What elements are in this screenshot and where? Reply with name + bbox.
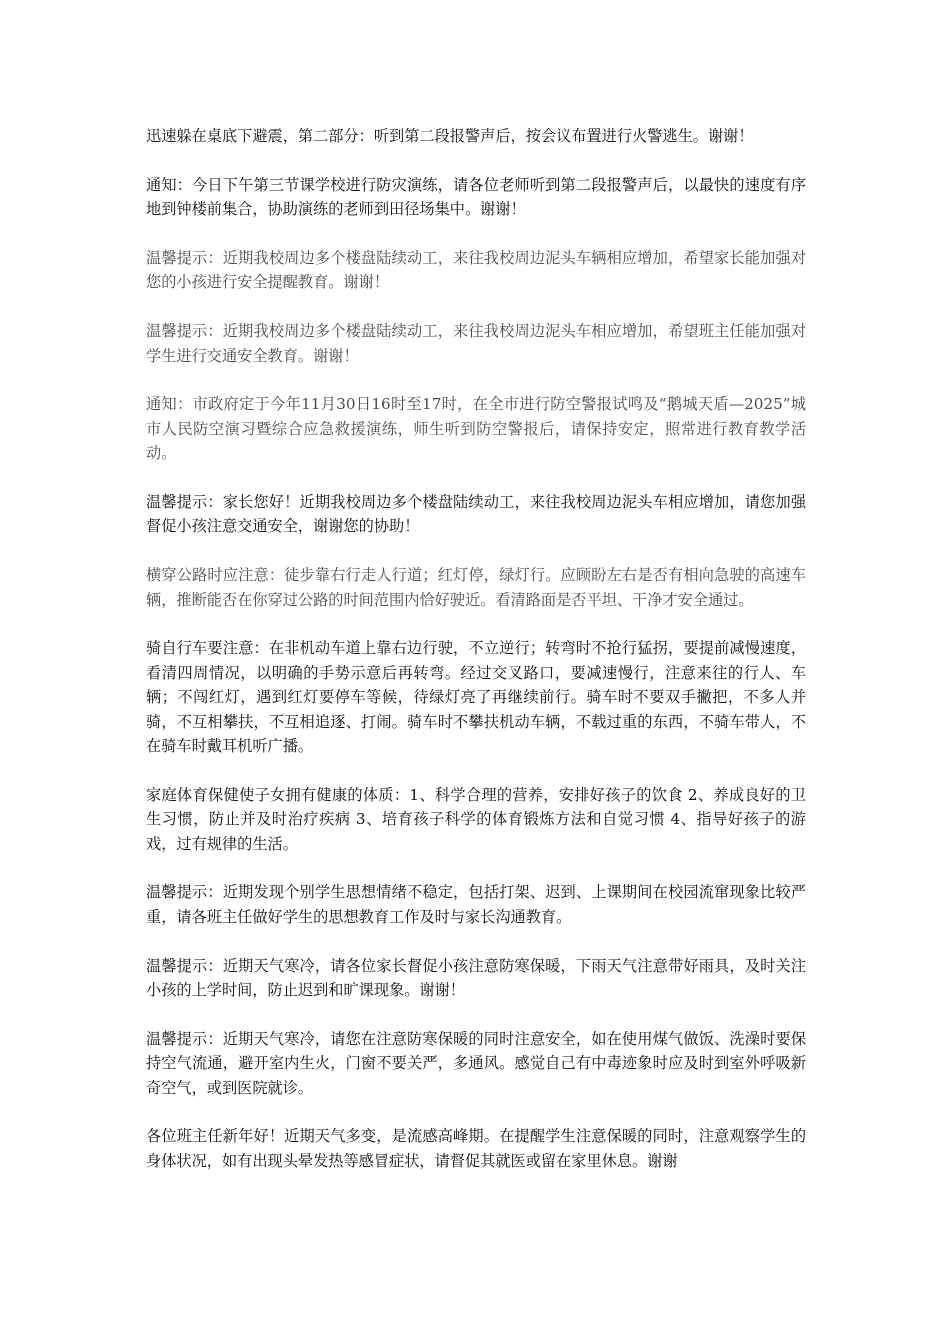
paragraph-cold-weather-parents: 温馨提示：近期天气寒冷，请各位家长督促小孩注意防寒保暖，下雨天气注意带好雨具，及时关注小孩的上学时间，防止迟到和旷课现象。谢谢！	[146, 956, 806, 1000]
paragraph-road-crossing-tips: 横穿公路时应注意：徒步靠右行走人行道；红灯停，绿灯行。应顾盼左右是否有相向急驶的高速车辆，推断能否在你穿过公路的时间范围内恰好驶近。看清路面是否平坦、干净才安全通过。	[146, 566, 806, 609]
paragraph-teacher-traffic-reminder: 温馨提示：近期我校周边多个楼盘陆续动工，来往我校周边泥头车相应增加，希望班主任能加强对学生进行交通安全教育。谢谢！	[146, 322, 806, 365]
paragraph-parent-safety-reminder: 温馨提示：近期我校周边多个楼盘陆续动工，来往我校周边泥头车辆相应增加，希望家长能加强对您的小孩进行安全提醒教育。谢谢！	[146, 249, 806, 292]
paragraph-family-health: 家庭体育保健使子女拥有健康的体质：1、科学合理的营养，安排好孩子的饮食 2、养成良好的卫生习惯，防止并及时治疗疾病 3、培育孩子科学的体育锻炼方法和自觉习惯 4、指导好孩子的游戏，过有规律的生活。	[146, 785, 806, 853]
paragraph-parent-traffic-reminder: 温馨提示：家长您好！近期我校周边多个楼盘陆续动工，来往我校周边泥头车相应增加，请您加强督促小孩注意交通安全，谢谢您的协助！	[146, 493, 806, 536]
paragraph-disaster-drill-notice: 通知：今日下午第三节课学校进行防灾演练，请各位老师听到第二段报警声后，以最快的速度有序地到钟楼前集合，协助演练的老师到田径场集中。谢谢！	[146, 175, 806, 219]
paragraph-air-raid-siren-notice: 通知：市政府定于今年11月30日16时至17时，在全市进行防空警报试鸣及“鹅城天盾—2025”城市人民防空演习暨综合应急救援演练，师生听到防空警报后，请保持安定，照常进行教育教学活动。	[146, 395, 806, 463]
paragraph-earthquake-drill: 迅速躲在桌底下避震，第二部分：听到第二段报警声后，按会议布置进行火警逃生。谢谢！	[146, 127, 754, 145]
paragraph-student-behavior-reminder: 温馨提示：近期发现个别学生思想情绪不稳定，包括打架、迟到、上课期间在校园流窜现象比较严重，请各班主任做好学生的思想教育工作及时与家长沟通教育。	[146, 883, 806, 926]
document-body	[146, 124, 806, 1198]
paragraph-cycling-tips: 骑自行车要注意：在非机动车道上靠右边行驶，不立逆行；转弯时不抢行猛拐，要提前减慢速度，看清四周情况，以明确的手势示意后再转弯。经过交叉路口，要减速慢行，注意来往的行人、车辆；不闯红灯，遇到红灯要停车等候，待绿灯亮了再继续前行。骑车时不要双手撇把，不多人并骑，不互相攀扶，不互相追逐、打闹。骑车时不攀扶机动车辆，不载过重的东西，不骑车带人，不在骑车时戴耳机听广播。	[146, 639, 806, 756]
paragraph-cold-weather-safety: 温馨提示：近期天气寒冷，请您在注意防寒保暖的同时注意安全，如在使用煤气做饭、洗澡时要保持空气流通，避开室内生火，门窗不要关严，多通风。感觉自己有中毒迹象时应及时到室外呼吸新奇空气，或到医院就诊。	[146, 1029, 806, 1097]
paragraph-flu-season-notice: 各位班主任新年好！近期天气多变，是流感高峰期。在提醒学生注意保暖的同时，注意观察学生的身体状况，如有出现头晕发热等感冒症状，请督促其就医或留在家里休息。谢谢	[146, 1127, 806, 1170]
